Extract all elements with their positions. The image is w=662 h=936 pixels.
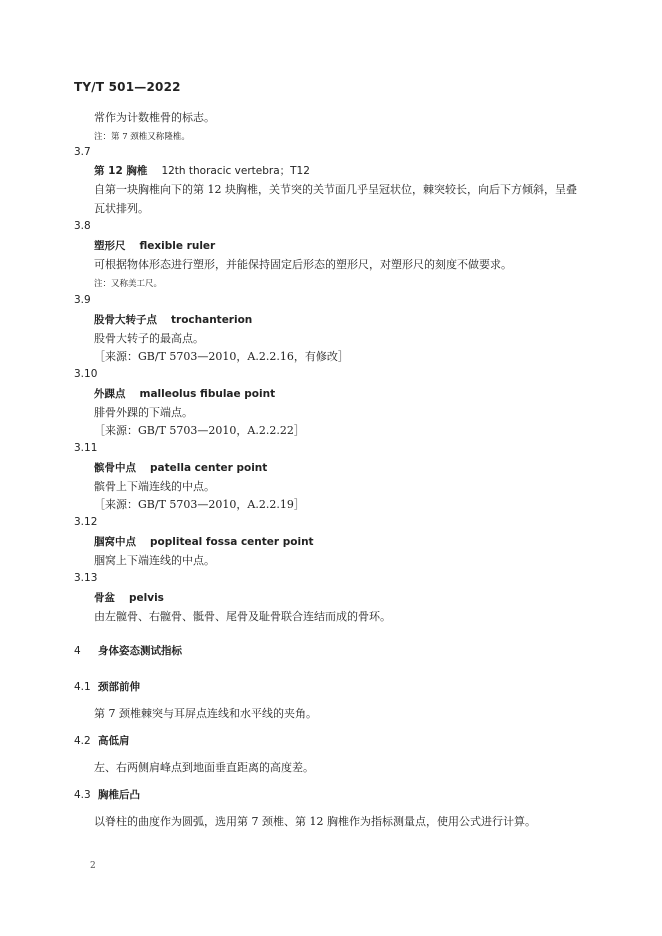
term-en: trochanterion xyxy=(171,314,253,326)
subsection-heading xyxy=(74,787,140,802)
section-title: 胸椎后凸 xyxy=(98,789,140,801)
term-heading xyxy=(94,590,164,605)
term-cn: 第 12 胸椎 xyxy=(94,165,148,177)
term-heading xyxy=(94,534,314,549)
clause-number: 3.10 xyxy=(74,368,98,380)
term-cn: 塑形尺 xyxy=(94,240,126,252)
term-en: malleolus fibulae point xyxy=(139,388,276,400)
definition: 髌骨上下端连线的中点。 xyxy=(94,480,215,493)
section-title: 身体姿态测试指标 xyxy=(98,645,182,657)
definition-cont: 瓦状排列。 xyxy=(94,202,149,215)
definition: 由左髋骨、右髋骨、骶骨、尾骨及耻骨联合连结而成的骨环。 xyxy=(94,610,391,623)
term-cn: 骨盆 xyxy=(94,592,115,604)
term-en: pelvis xyxy=(129,592,164,604)
term-heading xyxy=(94,312,252,327)
clause-number: 3.11 xyxy=(74,442,98,454)
section-title: 高低肩 xyxy=(98,735,130,747)
note: 注：又称美工尺。 xyxy=(94,279,163,289)
term-en: popliteal fossa center point xyxy=(150,536,314,548)
section-number: 4.2 xyxy=(74,735,91,747)
clause-number: 3.12 xyxy=(74,516,98,528)
note: 注：第 7 颈椎又称隆椎。 xyxy=(94,132,190,142)
definition: 腓骨外踝的下端点。 xyxy=(94,406,193,419)
term-cn: 腘窝中点 xyxy=(94,536,136,548)
section-number: 4.3 xyxy=(74,789,91,801)
subsection-heading xyxy=(74,733,130,748)
definition: 自第一块胸椎向下的第 12 块胸椎，关节突的关节面几乎呈冠状位，棘突较长，向后下方倾斜，呈叠 xyxy=(94,183,577,196)
source-reference: ［来源：GB/T 5703—2010，A.2.2.22］ xyxy=(94,424,305,437)
clause-number: 3.13 xyxy=(74,572,98,584)
term-en: 12th thoracic vertebra；T12 xyxy=(161,165,310,177)
definition: 可根据物体形态进行塑形，并能保持固定后形态的塑形尺，对塑形尺的刻度不做要求。 xyxy=(94,258,512,271)
term-cn: 外踝点 xyxy=(94,388,126,400)
term-heading xyxy=(94,460,267,475)
section-number: 4 xyxy=(74,645,81,657)
definition: 腘窝上下端连线的中点。 xyxy=(94,554,215,567)
source-reference: ［来源：GB/T 5703—2010，A.2.2.19］ xyxy=(94,498,305,511)
term-heading xyxy=(94,163,310,178)
definition: 左、右两侧肩峰点到地面垂直距离的高度差。 xyxy=(94,761,314,774)
standard-code: TY/T 501—2022 xyxy=(74,80,181,94)
term-heading xyxy=(94,238,215,253)
source-reference: ［来源：GB/T 5703—2010，A.2.2.16，有修改］ xyxy=(94,350,349,363)
section-title: 颈部前伸 xyxy=(98,681,140,693)
clause-number: 3.8 xyxy=(74,220,91,232)
term-heading xyxy=(94,386,275,401)
term-en: patella center point xyxy=(150,462,268,474)
subsection-heading xyxy=(74,679,140,694)
paragraph-line: 常作为计数椎骨的标志。 xyxy=(94,111,215,124)
definition: 第 7 颈椎棘突与耳屏点连线和水平线的夹角。 xyxy=(94,707,317,720)
term-en: flexible ruler xyxy=(139,240,216,252)
definition: 以脊柱的曲度作为圆弧，选用第 7 颈椎、第 12 胸椎作为指标测量点，使用公式进行计算。 xyxy=(94,815,536,828)
term-cn: 股骨大转子点 xyxy=(94,314,157,326)
section-heading xyxy=(74,643,182,658)
definition: 股骨大转子的最高点。 xyxy=(94,332,204,345)
page-number: 2 xyxy=(90,861,96,871)
term-cn: 髌骨中点 xyxy=(94,462,136,474)
clause-number: 3.9 xyxy=(74,294,91,306)
clause-number: 3.7 xyxy=(74,146,91,158)
section-number: 4.1 xyxy=(74,681,91,693)
